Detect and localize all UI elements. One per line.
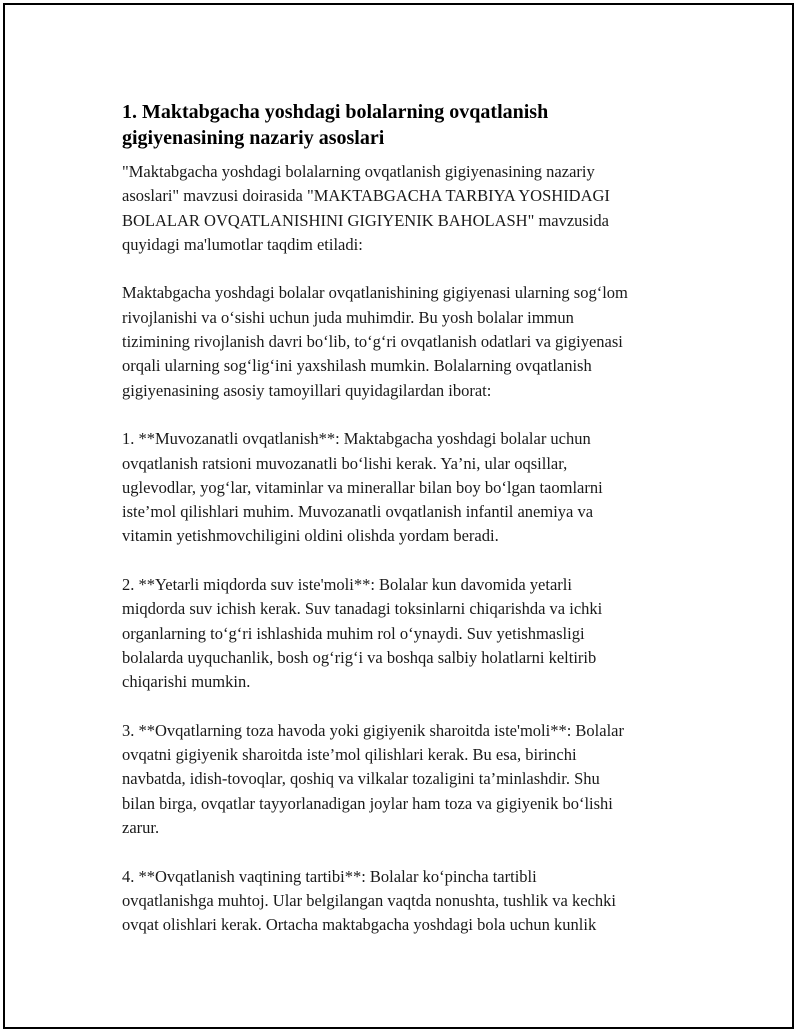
overview-paragraph: Maktabgacha yoshdagi bolalar ovqatlanishining gigiyenasi ularning sog‘lom rivojlanishi va o‘sishi uchun juda muhimdir. Bu yosh bolalar immun tizimining rivojlanish davri bo‘lib, to‘g‘ri ovqatlanish odatlari va gigiyenasi orqali ularning sog‘lig‘ini yaxshilash mumkin. Bolalarning ovqatlanish gigiyenasining asosiy tamoyillari quyidagilardan iborat:: [122, 283, 628, 400]
principle-3-paragraph: 3. **Ovqatlarning toza havoda yoki gigiyenik sharoitda iste'moli**: Bolalar ovqatni gigiyenik sharoitda iste’mol qilishlari kerak. Bu esa, birinchi navbatda, idish-tovoqlar, qoshiq va vilkalar tozaligini ta’minlashdir. Shu bilan birga, ovqatlar tayyorlanadigan joylar ham toza va gigiyenik bo‘lishi zarur.: [122, 720, 624, 838]
section-heading: 1. Maktabgacha yoshdagi bolalarning ovqatlanish gigiyenasining nazariy asoslari: [122, 101, 549, 149]
principle-1-paragraph: 1. **Muvozanatli ovqatlanish**: Maktabgacha yoshdagi bolalar uchun ovqatlanish ratsioni muvozanatli bo‘lishi kerak. Ya’ni, ular oqsillar, uglevodlar, yog‘lar, vitaminlar va minerallar bilan boy bo‘lgan taomlarni iste’mol qilishlari muhim. Muvozanatli ovqatlanish infantil anemiya va vitamin yetishmovchiligini oldini olishda yordam beradi.: [122, 429, 603, 546]
page-frame: [3, 3, 794, 1029]
principle-4-paragraph: 4. **Ovqatlanish vaqtining tartibi**: Bolalar ko‘pincha tartibli ovqatlanishga muhtoj. Ular belgilangan vaqtda nonushta, tushlik va kechki ovqat olishlari kerak. Ortacha maktabgacha yoshdagi bola uchun kunlik: [122, 866, 616, 935]
intro-paragraph: "Maktabgacha yoshdagi bolalarning ovqatlanish gigiyenasining nazariy asoslari" mavzusi doirasida "MAKTABGACHA TARBIYA YOSHIDAGI BOLALAR OVQATLANISHINI GIGIYENIK BAHOLASH" mavzusida quyidagi ma'lumotlar taqdim etiladi:: [122, 162, 610, 254]
principle-2-paragraph: 2. **Yetarli miqdorda suv iste'moli**: Bolalar kun davomida yetarli miqdorda suv ichish kerak. Suv tanadagi toksinlarni chiqarishda va ichki organlarning to‘g‘ri ishlashida muhim rol o‘ynaydi. Suv yetishmasligi bolalarda uyquchanlik, bosh og‘rig‘i va boshqa salbiy holatlarni keltirib chiqarishi mumkin.: [122, 575, 603, 692]
document-body: [122, 99, 702, 962]
